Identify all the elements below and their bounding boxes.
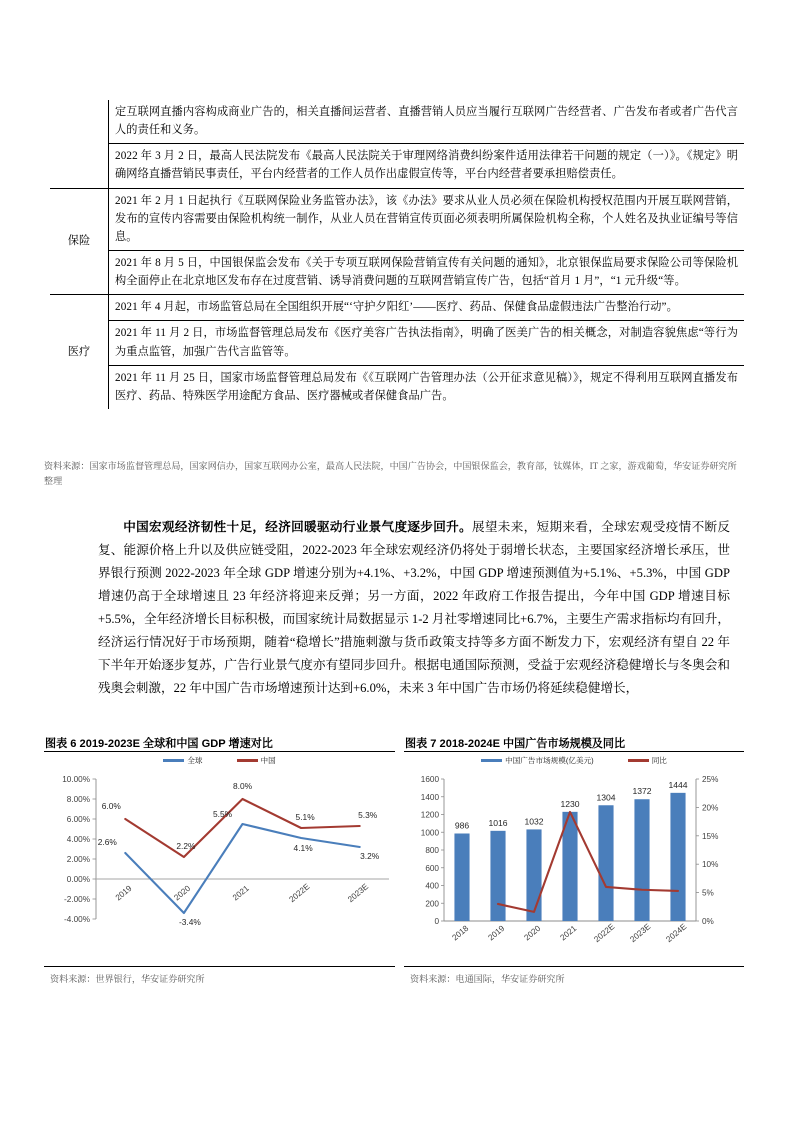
table-category-cell (50, 100, 109, 144)
svg-text:2.2%: 2.2% (176, 841, 196, 851)
svg-text:1444: 1444 (668, 779, 688, 790)
table-content-cell: 2021 年 4 月起，市场监管总局在全国组织开展“‘守护夕阳红’——医疗、药品、保健食品虚假违法广告整治行动”。 (109, 295, 745, 321)
svg-text:1016: 1016 (488, 817, 508, 828)
figure-6-svg (44, 753, 395, 965)
svg-text:10.00%: 10.00% (62, 775, 90, 784)
svg-text:1230: 1230 (560, 798, 580, 809)
figure-6-legend (44, 755, 395, 766)
svg-text:2.6%: 2.6% (97, 837, 117, 847)
svg-text:2022E: 2022E (287, 882, 312, 905)
svg-text:4.1%: 4.1% (293, 843, 313, 853)
svg-text:-3.4%: -3.4% (178, 917, 201, 927)
svg-text:986: 986 (454, 820, 470, 831)
figure-6-top-rule (44, 751, 395, 752)
table-row (50, 321, 744, 365)
table-category-medical: 医疗 (50, 295, 109, 409)
svg-text:10%: 10% (702, 860, 719, 870)
svg-text:6.00%: 6.00% (66, 815, 90, 824)
svg-text:5.1%: 5.1% (295, 812, 315, 822)
svg-text:2.00%: 2.00% (66, 855, 90, 864)
svg-text:1032: 1032 (524, 816, 544, 827)
table-row (50, 250, 744, 294)
table-row (50, 144, 744, 188)
svg-text:2020: 2020 (522, 923, 543, 943)
table-row (50, 365, 744, 409)
svg-text:2021: 2021 (231, 883, 251, 903)
svg-text:2019: 2019 (113, 883, 134, 903)
paragraph-rest: 展望未来，短期来看，全球宏观受疫情不断反复、能源价格上升以及供应链受阻，2022-2023 年全球宏观经济仍将处于弱增长状态，主要国家经济增长承压，世界银行预测 2022-2023 年全球 GDP 增速分别为+4.1%、+3.2%，中国 GDP 增速预测值为+5.1%、+5.3%，中国 GDP 增速仍高于全球增速且 23 年经济将迎来反弹；另一方面，2022 年政府工作报告提出，今年中国 GDP 增速目标+5.5%，全年经济增长目标积极，而国家统计局数据显示 1-2 月社零增速同比+6.7%，主要生产需求指标均有回升，经济运行情况好于市场预期，随着“稳增长”措施刺激与货币政策支持等多方面不断发力下，宏观经济有望自 22 年下半年开始逐步复苏，广告行业景气度亦有望同步回升。根据电通国际预测，受益于宏观经济稳健增长与冬奥会和残奥会刺激，22 年中国广告市场增速预计达到+6.0%，未来 3 年中国广告市场仍将延续稳健增长， (98, 519, 731, 695)
svg-text:1372: 1372 (632, 786, 652, 797)
svg-text:600: 600 (425, 863, 439, 873)
figure-7-title: 图表 7 2018-2024E 中国广告市场规模及同比 (405, 738, 626, 750)
svg-text:2022E: 2022E (592, 922, 617, 945)
figure-7-top-rule (404, 751, 744, 752)
table-category-insurance: 保险 (50, 188, 109, 295)
table-content-cell: 2021 年 2 月 1 日起执行《互联网保险业务监管办法》，该《办法》要求从业人员必须在保险机构授权范围内开展互联网营销，发布的宣传内容需要由保险机构统一制作，从业人员在营销宣传页面必须表明所属保险机构全称，个人姓名及执业证编号等信息。 (109, 188, 745, 250)
svg-text:8.00%: 8.00% (66, 795, 90, 804)
svg-text:0: 0 (434, 917, 439, 926)
svg-text:2019: 2019 (486, 923, 507, 943)
figure-7-chart (404, 753, 744, 965)
svg-text:0%: 0% (702, 917, 714, 926)
svg-text:5.5%: 5.5% (212, 809, 233, 819)
svg-text:5.3%: 5.3% (358, 810, 378, 820)
svg-text:400: 400 (425, 881, 439, 891)
svg-text:2023E: 2023E (346, 882, 371, 905)
table-content-cell: 2021 年 11 月 25 日，国家市场监督管理总局发布《《互联网广告管理办法（公开征求意见稿）》，规定不得利用互联网直播发布医疗、药品、特殊医学用途配方食品、医疗器械或者保健食品广告。 (109, 365, 745, 409)
body-paragraph (98, 516, 730, 700)
legend-item-china (237, 755, 276, 766)
legend-swatch-global (163, 759, 184, 762)
legend-swatch-yoy (628, 759, 649, 762)
figure-7-svg (404, 753, 744, 965)
table-content-cell: 2022 年 3 月 2 日，最高人民法院发布《最高人民法院关于审理网络消费纠纷案件适用法律若干问题的规定（一）》。《规定》明确网络直播营销民事责任，平台内经营者的工作人员作出虚假宣传等，平台内经营者要承担赔偿责任。 (109, 144, 745, 188)
figure-6-source: 资料来源：世界银行，华安证券研究所 (50, 974, 205, 984)
svg-text:-4.00%: -4.00% (64, 915, 90, 924)
legend-label-global: 全球 (187, 756, 203, 765)
svg-text:15%: 15% (702, 831, 719, 841)
svg-text:200: 200 (425, 899, 439, 909)
svg-text:6.0%: 6.0% (101, 801, 121, 811)
figure-7-source: 资料来源：电通国际，华安证券研究所 (410, 974, 565, 984)
svg-text:25%: 25% (702, 775, 719, 784)
figure-7-bottom-rule (404, 966, 744, 967)
table-content-cell: 2021 年 8 月 5 日，中国银保监会发布《关于专项互联网保险营销宣传有关问题的通知》，北京银保监局要求保险公司等保险机构全面停止在北京地区发布存在过度营销、诱导消费问题的互联网营销宣传广告，包括“首月 1 月”，“1 元升级“等。 (109, 250, 745, 294)
svg-text:2018: 2018 (450, 923, 471, 943)
table-category-cell (50, 144, 109, 188)
svg-text:1600: 1600 (420, 775, 439, 784)
figure-6-chart (44, 753, 395, 965)
svg-text:5%: 5% (702, 888, 714, 898)
table-source-note: 资料来源：国家市场监督管理总局，国家网信办，国家互联网办公室，最高人民法院，中国广告协会，中国银保监会，教育部，钛媒体，IT 之家，游戏葡萄，华安证券研究所整理 (44, 461, 737, 486)
svg-text:1400: 1400 (420, 792, 439, 802)
table-row-insurance (50, 188, 744, 250)
table-row-medical (50, 295, 744, 321)
figure-7-legend (404, 755, 744, 766)
svg-text:1200: 1200 (420, 810, 439, 820)
legend-item-yoy (628, 755, 667, 766)
svg-text:800: 800 (425, 846, 439, 855)
svg-text:2024E: 2024E (664, 922, 689, 945)
table-row (50, 100, 744, 144)
legend-item-market-size (481, 755, 594, 766)
svg-text:20%: 20% (702, 803, 719, 813)
regulation-table (50, 100, 744, 409)
figure-6-bottom-rule (44, 966, 395, 967)
paragraph-lead: 中国宏观经济韧性十足，经济回暖驱动行业景气度逐步回升。 (123, 519, 472, 534)
legend-swatch-market-size (481, 759, 502, 762)
svg-text:3.2%: 3.2% (360, 851, 380, 861)
svg-text:2020: 2020 (172, 883, 193, 903)
svg-text:1000: 1000 (420, 828, 439, 838)
legend-label-market-size: 中国广告市场规模(亿美元) (505, 756, 594, 765)
legend-label-china: 中国 (260, 756, 276, 765)
svg-text:0.00%: 0.00% (66, 875, 90, 884)
table-content-cell: 2021 年 11 月 2 日，市场监督管理总局发布《医疗美容广告执法指南》，明确了医美广告的相关概念，对制造容貌焦虑“等行为为重点监管，加强广告代言监管等。 (109, 321, 745, 365)
legend-swatch-china (237, 759, 258, 762)
svg-text:-2.00%: -2.00% (64, 895, 90, 904)
svg-text:4.00%: 4.00% (66, 835, 90, 844)
svg-text:2023E: 2023E (628, 922, 653, 945)
svg-text:2021: 2021 (558, 923, 579, 943)
legend-item-global (163, 755, 202, 766)
table-content-cell: 定互联网直播内容构成商业广告的，相关直播间运营者、直播营销人员应当履行互联网广告经营者、广告发布者或者广告代言人的责任和义务。 (115, 106, 738, 137)
legend-label-yoy: 同比 (651, 756, 667, 765)
figure-6-title: 图表 6 2019-2023E 全球和中国 GDP 增速对比 (45, 738, 273, 750)
svg-text:1304: 1304 (596, 792, 616, 803)
svg-text:8.0%: 8.0% (232, 781, 253, 791)
